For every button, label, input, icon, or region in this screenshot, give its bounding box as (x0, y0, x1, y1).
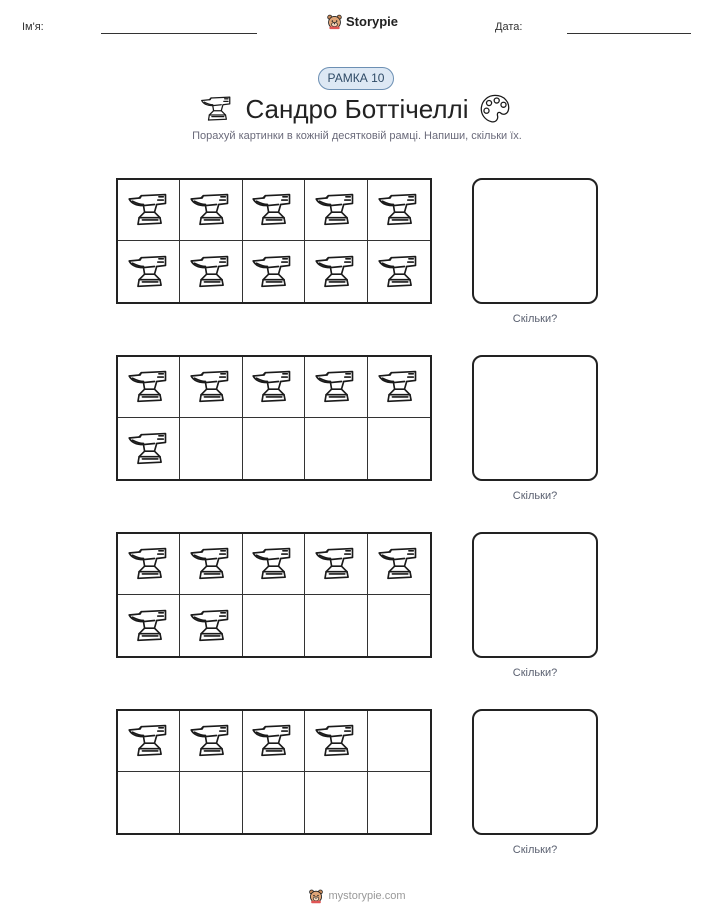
ten-frame-cell (118, 418, 180, 479)
ten-frame-cell (368, 241, 430, 302)
ten-frame-cell (180, 180, 242, 241)
ten-frame-cell (305, 772, 367, 833)
ten-frame-cell (368, 418, 430, 479)
anvil-icon (251, 542, 295, 586)
bear-mascot-icon (308, 888, 324, 904)
anvil-icon (127, 188, 171, 232)
ten-frame-cell (243, 357, 305, 418)
anvil-icon (377, 188, 421, 232)
anvil-icon (127, 365, 171, 409)
ten-frame-cell (118, 241, 180, 302)
anvil-icon (377, 542, 421, 586)
anvil-icon (189, 188, 233, 232)
bear-mascot-icon (326, 13, 343, 30)
footer (0, 888, 714, 904)
ten-frame-cell (180, 357, 242, 418)
ten-frame-cell (243, 241, 305, 302)
ten-frame-cell (305, 595, 367, 656)
frame-badge: РАМКА 10 (318, 67, 394, 90)
ten-frame-cell (368, 180, 430, 241)
ten-frame-cell (243, 418, 305, 479)
brand-name: Storypie (346, 14, 399, 29)
anvil-icon (251, 188, 295, 232)
anvil-icon (127, 542, 171, 586)
paint-palette-icon (478, 92, 512, 126)
ten-frame-cell (368, 711, 430, 772)
anvil-icon (127, 719, 171, 763)
ten-frame-cell (243, 711, 305, 772)
ten-frame-cell (180, 241, 242, 302)
ten-frame (116, 532, 432, 658)
answer-box[interactable] (472, 532, 598, 658)
name-label: Ім'я: (22, 21, 44, 33)
anvil-icon (189, 250, 233, 294)
brand-logo (326, 13, 398, 30)
ten-frame-cell (243, 180, 305, 241)
anvil-icon (127, 250, 171, 294)
anvil-icon (189, 365, 233, 409)
ten-frame-cell (243, 534, 305, 595)
ten-frame-cell (368, 772, 430, 833)
date-label: Дата: (495, 21, 523, 33)
anvil-icon (314, 250, 358, 294)
ten-frame-cell (305, 534, 367, 595)
ten-frame (116, 709, 432, 835)
ten-frame-cell (305, 357, 367, 418)
anvil-icon (314, 542, 358, 586)
footer-url: mystorypie.com (328, 890, 406, 902)
answer-box[interactable] (472, 178, 598, 304)
anvil-icon (314, 719, 358, 763)
anvil-icon (314, 365, 358, 409)
anvil-icon (251, 719, 295, 763)
anvil-icon (127, 427, 171, 471)
ten-frame-cell (118, 534, 180, 595)
ten-frame-cell (180, 534, 242, 595)
ten-frame-cell (305, 180, 367, 241)
ten-frame-cell (368, 357, 430, 418)
answer-box[interactable] (472, 355, 598, 481)
ten-frame-cell (368, 534, 430, 595)
ten-frame-cell (180, 595, 242, 656)
ten-frame-cell (118, 711, 180, 772)
how-many-label: Скільки? (512, 313, 558, 325)
date-line[interactable] (567, 33, 691, 34)
instructions: Порахуй картинки в кожній десятковій рамці. Напиши, скільки їх. (192, 130, 522, 142)
page-title: Сандро Боттічеллі (245, 94, 469, 124)
ten-frame-cell (180, 772, 242, 833)
ten-frame-cell (118, 772, 180, 833)
ten-frame-cell (118, 357, 180, 418)
anvil-icon (251, 250, 295, 294)
anvil-icon (127, 604, 171, 648)
anvil-icon (314, 188, 358, 232)
ten-frame-cell (180, 711, 242, 772)
ten-frame-cell (180, 418, 242, 479)
ten-frame-cell (118, 180, 180, 241)
ten-frame-cell (305, 711, 367, 772)
anvil-icon (189, 542, 233, 586)
anvil-icon (377, 365, 421, 409)
ten-frame-cell (305, 418, 367, 479)
ten-frame-cell (243, 595, 305, 656)
answer-box[interactable] (472, 709, 598, 835)
how-many-label: Скільки? (512, 490, 558, 502)
how-many-label: Скільки? (512, 667, 558, 679)
ten-frame-cell (118, 595, 180, 656)
anvil-icon (189, 719, 233, 763)
ten-frame (116, 355, 432, 481)
anvil-icon (377, 250, 421, 294)
anvil-icon (189, 604, 233, 648)
anvil-icon (251, 365, 295, 409)
ten-frame-cell (368, 595, 430, 656)
ten-frame-cell (243, 772, 305, 833)
ten-frame (116, 178, 432, 304)
name-line[interactable] (101, 33, 257, 34)
how-many-label: Скільки? (512, 844, 558, 856)
ten-frame-cell (305, 241, 367, 302)
